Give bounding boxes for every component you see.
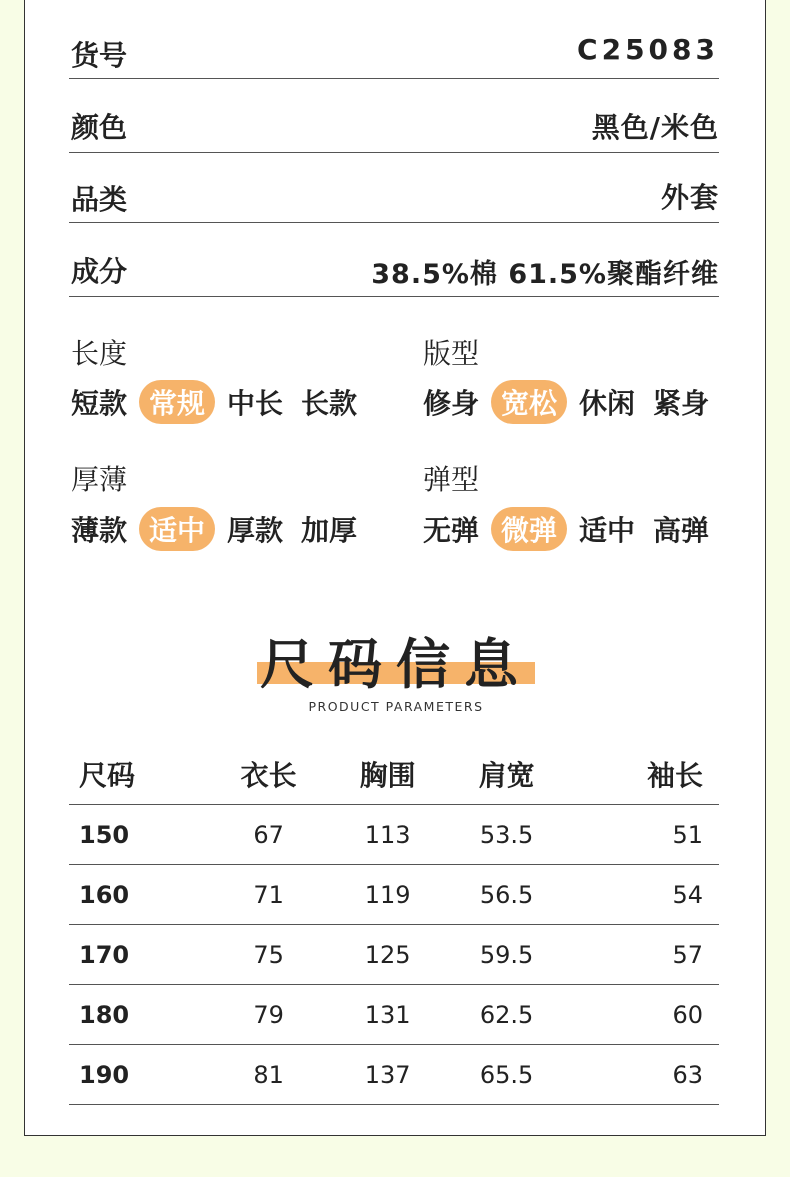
attr-options-elasticity [417, 507, 715, 551]
info-row-material [69, 244, 719, 297]
option-mid-long: 中长 [227, 387, 284, 420]
cell-length: 75 [209, 925, 328, 985]
option-tight: 紧身 [653, 387, 710, 420]
option-extra-thick: 加厚 [301, 514, 358, 547]
cell-shoulder: 59.5 [447, 925, 566, 985]
col-header-length: 衣长 [209, 744, 328, 805]
option-high-stretch: 高弹 [653, 514, 710, 547]
section-heading [25, 622, 767, 699]
info-label: 成分 [71, 255, 128, 288]
cell-shoulder: 65.5 [447, 1045, 566, 1105]
cell-chest: 137 [328, 1045, 447, 1105]
cell-chest: 131 [328, 985, 447, 1045]
cell-chest: 113 [328, 805, 447, 865]
info-value: 38.5%棉 61.5%聚酯纤维 [371, 259, 719, 290]
info-value: 外套 [660, 181, 719, 214]
cell-chest: 125 [328, 925, 447, 985]
cell-size: 170 [69, 925, 209, 985]
attr-title-length: 长度 [71, 337, 128, 370]
attr-title-elasticity: 弹型 [423, 463, 480, 496]
option-no-stretch: 无弹 [423, 514, 480, 547]
col-header-size: 尺码 [69, 744, 209, 805]
cell-size: 190 [69, 1045, 209, 1105]
attr-options-fit [417, 380, 715, 424]
cell-sleeve: 60 [566, 985, 719, 1045]
cell-shoulder: 56.5 [447, 865, 566, 925]
option-medium-stretch: 适中 [579, 514, 636, 547]
cell-shoulder: 53.5 [447, 805, 566, 865]
info-row-color [69, 98, 719, 153]
col-header-chest: 胸围 [328, 744, 447, 805]
cell-length: 67 [209, 805, 328, 865]
cell-sleeve: 63 [566, 1045, 719, 1105]
attr-title-fit: 版型 [423, 337, 480, 370]
table-row [69, 985, 719, 1045]
cell-length: 71 [209, 865, 328, 925]
section-title: 尺码信息 [260, 633, 532, 696]
attr-options-length [65, 380, 363, 424]
table-header-row [69, 744, 719, 805]
info-label: 品类 [71, 183, 128, 216]
cell-sleeve: 54 [566, 865, 719, 925]
option-long: 长款 [301, 387, 358, 420]
cell-size: 160 [69, 865, 209, 925]
product-card [24, 0, 766, 1136]
option-loose-selected: 宽松 [491, 380, 567, 424]
section-subtitle: PRODUCT PARAMETERS [308, 699, 484, 714]
option-short: 短款 [71, 387, 128, 420]
option-slight-stretch-selected: 微弹 [491, 507, 567, 551]
cell-chest: 119 [328, 865, 447, 925]
info-row-item-number [69, 30, 719, 79]
col-header-sleeve: 袖长 [566, 744, 719, 805]
info-label: 颜色 [71, 111, 128, 144]
table-row [69, 805, 719, 865]
info-label: 货号 [71, 39, 128, 72]
option-slim: 修身 [423, 387, 480, 420]
option-casual: 休闲 [579, 387, 636, 420]
size-table [69, 744, 719, 1105]
cell-shoulder: 62.5 [447, 985, 566, 1045]
cell-sleeve: 51 [566, 805, 719, 865]
info-value: 黑色/米色 [591, 111, 719, 144]
option-thick: 厚款 [227, 514, 284, 547]
cell-length: 79 [209, 985, 328, 1045]
attr-options-thickness [65, 507, 363, 551]
col-header-shoulder: 肩宽 [447, 744, 566, 805]
cell-size: 180 [69, 985, 209, 1045]
cell-size: 150 [69, 805, 209, 865]
table-row [69, 865, 719, 925]
option-medium-selected: 适中 [139, 507, 215, 551]
attr-title-thickness: 厚薄 [71, 463, 128, 496]
option-regular-selected: 常规 [139, 380, 215, 424]
table-row [69, 925, 719, 985]
cell-length: 81 [209, 1045, 328, 1105]
table-row [69, 1045, 719, 1105]
option-thin: 薄款 [71, 514, 128, 547]
info-value: C25083 [577, 33, 719, 66]
cell-sleeve: 57 [566, 925, 719, 985]
info-row-category [69, 172, 719, 223]
